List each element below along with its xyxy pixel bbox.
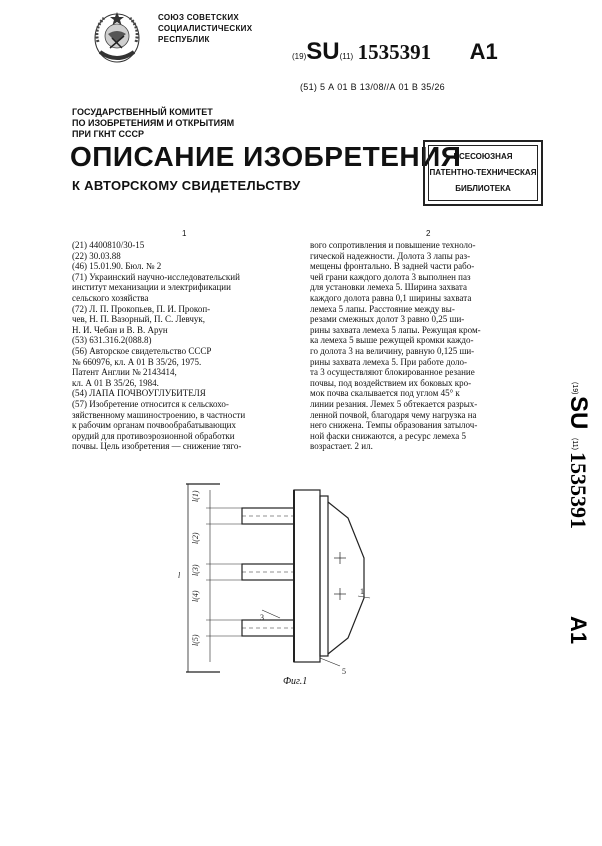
country-code: SU (306, 38, 340, 65)
text-line: го долота 3 на величину, равную 0,125 ши- (310, 345, 475, 356)
text-line: почвы. Цель изобретения — снижение тяго- (72, 441, 242, 452)
library-stamp (423, 140, 543, 206)
vertical-number: 1535391 (566, 452, 591, 529)
text-line: (22) 30.03.88 (72, 250, 121, 261)
text-line: линии резания. Лемех 5 обтекается разрых- (310, 398, 478, 409)
committee-line: ГОСУДАРСТВЕННЫЙ КОМИТЕТ (72, 107, 213, 117)
text-line: (57) Изобретение относится к сельскохо- (72, 398, 229, 409)
text-line: гической надежности. Долота 3 лапы раз- (310, 250, 471, 261)
text-line: чей грани каждого долота 3 выполнен паз (310, 271, 471, 282)
text-line: вого сопротивления и повышение техноло- (310, 240, 476, 250)
kind-code: A1 (469, 39, 498, 64)
patent-number: 1535391 (357, 40, 432, 64)
text-line: (54) ЛАПА ПОЧВОУГЛУБИТЕЛЯ (72, 388, 206, 399)
pub-code-19: (19) (292, 52, 307, 61)
abstract-column (310, 240, 546, 452)
text-line: мок почва скалывается под углом 45° к (310, 388, 460, 399)
text-line: кл. А 01 В 35/26, 1984. (72, 377, 159, 388)
text-line: Н. И. Чебан и В. В. Арун (72, 324, 168, 335)
text-line: ка лемеха 5 выше режущей кромки каждо- (310, 335, 474, 346)
vertical-kind: A1 (566, 616, 591, 645)
ipc-classification: (51) 5 А 01 В 13/08//А 01 В 35/26 (300, 82, 445, 92)
text-line: та 3 осуществляют блокированное резание (310, 367, 475, 378)
text-line: (53) 631.316.2(088.8) (72, 335, 152, 346)
text-line: институт механизации и электрификации (72, 282, 231, 293)
text-line: (21) 4400810/30-15 (72, 240, 145, 250)
text-line: лемеха 5 лапы. Расстояние между вы- (310, 303, 455, 314)
text-line: рины захвата лемеха 5 лапы. Режущая кром- (310, 324, 481, 335)
dimension-label: l(5) (191, 634, 200, 646)
stamp-line: ПАТЕНТНО-ТЕХНИЧЕСКАЯ (429, 168, 537, 177)
publication-number (292, 38, 498, 66)
bibliographic-column (72, 240, 300, 452)
vertical-code-11: (11) (571, 438, 578, 450)
text-line: (72) Л. П. Прокопьев, П. И. Прокоп- (72, 303, 211, 314)
callout-label: 1 (360, 587, 364, 596)
vertical-code-19: (19) (571, 382, 578, 395)
text-line: возрастает. 2 ил. (310, 441, 373, 452)
text-line: сельского хозяйства (72, 292, 149, 303)
text-line: к рабочим органам почвообрабатывающих (72, 420, 236, 431)
document-subtitle: К АВТОРСКОМУ СВИДЕТЕЛЬСТВУ (72, 178, 301, 193)
text-line: резами смежных долот 3 равно 0,25 ши- (310, 314, 465, 325)
overall-dimension-label: l (178, 571, 181, 580)
text-line: почвы, под воздействием их боковых кро- (310, 377, 472, 388)
text-line: каждого долота равна 0,1 ширины захвата (310, 292, 472, 303)
text-line: зяйственному машиностроению, в частности (72, 409, 246, 420)
union-line: СОЦИАЛИСТИЧЕСКИХ (158, 24, 253, 33)
vertical-country: SU (565, 396, 592, 430)
union-line: РЕСПУБЛИК (158, 35, 210, 44)
union-line: СОЮЗ СОВЕТСКИХ (158, 13, 240, 22)
dimension-label: l(3) (191, 564, 200, 576)
vertical-patent-number (543, 380, 592, 680)
text-line: ной фаски снижаются, а ресурс лемеха 5 (310, 430, 467, 441)
text-line: чев, Н. П. Вазорный, П. С. Левчук, (72, 314, 206, 325)
text-line: него снижена. Темпы образования затылоч- (310, 420, 478, 431)
figure-caption: Фиг.1 (283, 676, 308, 687)
ussr-emblem-icon (90, 8, 144, 66)
text-line: рины захвата лемеха 5. При работе доло- (310, 356, 467, 367)
column-number-left: 1 (182, 229, 187, 238)
text-line: (56) Авторское свидетельство СССР (72, 345, 212, 356)
text-line: (46) 15.01.90. Бюл. № 2 (72, 261, 162, 272)
callout-label: 3 (260, 613, 264, 622)
text-line: для установки лемеха 5. Ширина захвата (310, 282, 467, 293)
text-line: ленной почвой, благодаря чему нагрузка на (310, 409, 477, 420)
union-name (158, 12, 252, 45)
text-line: мещены фронтально. В задней части рабо- (310, 261, 475, 272)
text-line: Патент Англии № 2143414, (72, 367, 177, 378)
committee-line: ПРИ ГКНТ СССР (72, 129, 145, 139)
text-line: орудий для противоэрозионной обработки (72, 430, 235, 441)
committee (72, 107, 234, 140)
column-number-right: 2 (426, 229, 431, 238)
document-title: ОПИСАНИЕ ИЗОБРЕТЕНИЯ (70, 141, 462, 172)
technical-drawing (170, 478, 370, 688)
dimension-label: l(2) (191, 532, 200, 544)
stamp-line: ВСЕСОЮЗНАЯ (453, 152, 513, 161)
text-line: (71) Украинский научно-исследовательский (72, 271, 240, 282)
text-line: № 660976, кл. А 01 В 35/26, 1975. (72, 356, 202, 367)
callout-label: 5 (342, 667, 346, 676)
pub-code-11: (11) (339, 52, 354, 61)
stamp-line: БИБЛИОТЕКА (455, 184, 511, 193)
committee-line: ПО ИЗОБРЕТЕНИЯМ И ОТКРЫТИЯМ (72, 118, 235, 128)
dimension-label: l(1) (191, 490, 200, 502)
dimension-label: l(4) (191, 590, 200, 602)
